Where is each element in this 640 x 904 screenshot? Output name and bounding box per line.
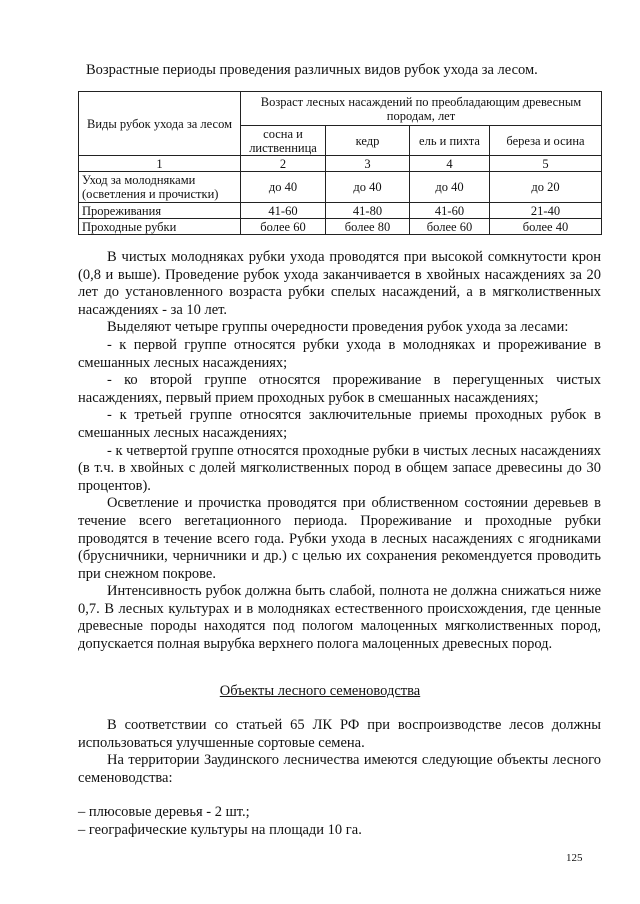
- paragraph: На территории Заудинского лесничества имеются следующие объекты лесного семеноводства:: [78, 752, 601, 786]
- list-item: - ко второй группе относятся прореживание в перегущенных чистых насаждениях, первый прием проходных рубок в смешанных насаждениях;: [78, 372, 601, 406]
- species-header: сосна и лиственница: [241, 126, 326, 156]
- species-header: ель и пихта: [410, 126, 490, 156]
- row-name: Прореживания: [79, 203, 241, 219]
- table-row: [79, 203, 602, 219]
- list-item: - к четвертой группе относятся проходные рубки в чистых лесных насаждениях (в т.ч. в хвойных с долей мягколиственных пород в общем запасе древесины до 30 процентов).: [78, 442, 601, 494]
- list-item: – географические культуры на площади 10 га.: [78, 821, 362, 838]
- cell-value: до 40: [410, 172, 490, 203]
- cell-value: 41-80: [326, 203, 410, 219]
- col-header-type: Виды рубок ухода за лесом: [79, 92, 241, 156]
- column-number: 3: [326, 156, 410, 172]
- paragraph: Осветление и прочистка проводятся при облиственном состоянии деревьев в течение всего вегетационного периода. Прореживание и проходные рубки проводятся в течение всего года. Рубки ухода в лесных насаждениях с ягодниками (брусничники, черничники и др.) с целью их сохранения рекомендуется проводить при снежном покрове.: [78, 495, 601, 582]
- species-header: кедр: [326, 126, 410, 156]
- lower-text: [78, 717, 601, 840]
- paragraph: В соответствии со статьей 65 ЛК РФ при воспроизводстве лесов должны использоваться улучшенные сортовые семена.: [78, 717, 601, 751]
- row-name: Уход за молодняками (осветления и прочистки): [79, 172, 241, 203]
- body-text: [78, 249, 601, 654]
- cell-value: более 60: [410, 219, 490, 235]
- cell-value: более 60: [241, 219, 326, 235]
- page-number: 125: [566, 852, 583, 864]
- table-row: [79, 219, 602, 235]
- age-periods-table: [78, 91, 602, 235]
- cell-value: до 40: [241, 172, 326, 203]
- column-number: 2: [241, 156, 326, 172]
- cell-value: до 40: [326, 172, 410, 203]
- section-heading-text: Объекты лесного семеноводства: [219, 683, 421, 699]
- cell-value: 21-40: [490, 203, 602, 219]
- column-number: 1: [79, 156, 241, 172]
- section-heading: [0, 683, 640, 700]
- column-number: 5: [490, 156, 602, 172]
- cell-value: более 40: [490, 219, 602, 235]
- list-item: - к первой группе относятся рубки ухода в молодняках и прореживание в смешанных лесных насаждениях;: [78, 336, 601, 371]
- cell-value: более 80: [326, 219, 410, 235]
- column-number: 4: [410, 156, 490, 172]
- cell-value: 41-60: [410, 203, 490, 219]
- cell-value: до 20: [490, 172, 602, 203]
- row-name: Проходные рубки: [79, 219, 241, 235]
- species-header: береза и осина: [490, 126, 602, 156]
- list-item: - к третьей группе относятся заключительные приемы проходных рубок в смешанных лесных насаждениях;: [78, 407, 601, 441]
- paragraph: В чистых молодняках рубки ухода проводятся при высокой сомкнутости крон (0,8 и выше). Проведение рубок ухода заканчивается в хвойных насаждениях за 20 лет до установленного возраста рубки спелых насаждений, а в мягколиственных насаждениях - за 10 лет.: [78, 249, 601, 318]
- cell-value: 41-60: [241, 203, 326, 219]
- table-caption: Возрастные периоды проведения различных видов рубок ухода за лесом.: [86, 62, 538, 78]
- table-row: [79, 172, 602, 203]
- paragraph: Выделяют четыре группы очередности проведения рубок ухода за лесами:: [107, 319, 569, 336]
- paragraph: Интенсивность рубок должна быть слабой, полнота не должна снижаться ниже 0,7. В лесных культурах и в молодняках естественного происхождения, где ценные древесные породы находятся под пологом малоценных мягколиственных пород, допускается полная вырубка верхнего полога малоценных древесных пород.: [78, 583, 601, 653]
- list-item: – плюсовые деревья - 2 шт.;: [78, 804, 250, 821]
- col-header-age: Возраст лесных насаждений по преобладающим древесным породам, лет: [241, 92, 602, 126]
